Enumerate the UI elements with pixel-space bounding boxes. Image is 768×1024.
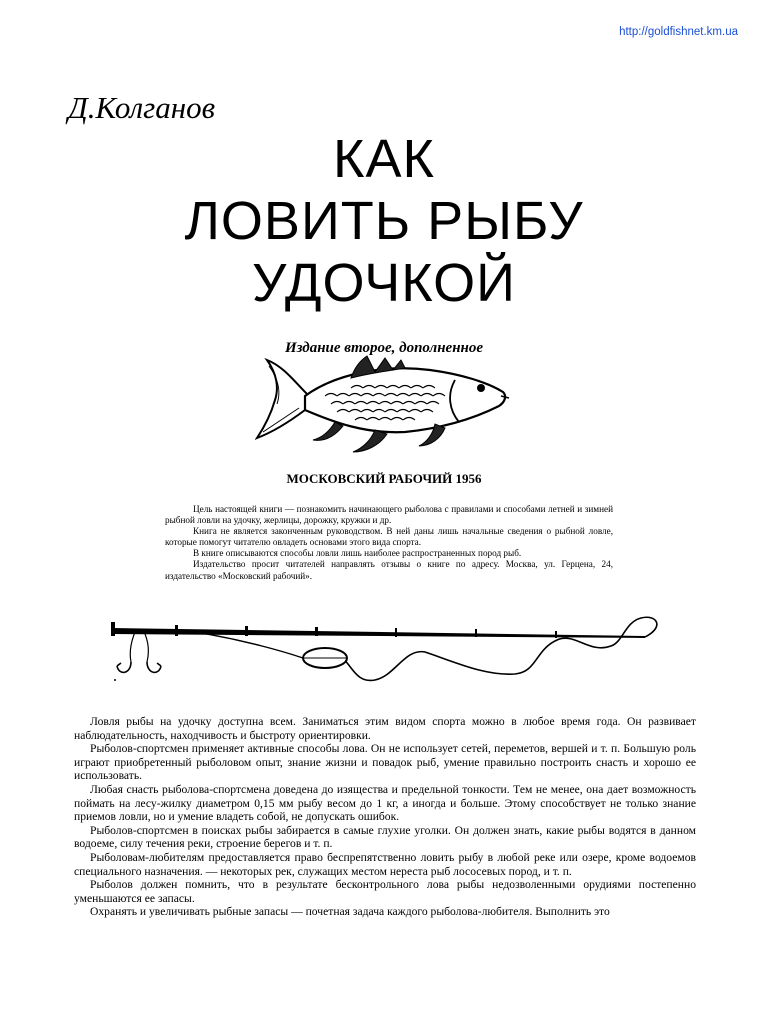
source-url-link[interactable]: http://goldfishnet.km.ua: [619, 26, 738, 38]
body-paragraph: Охранять и увеличивать рыбные запасы — почетная задача каждого рыболова-любителя. Выполнить это: [90, 905, 610, 919]
body-paragraph: Ловля рыбы на удочку доступна всем. Заниматься этим видом спорта можно в любое время года. Он развивает наблюдательность, находчивость и быстроту ориентировки.: [74, 715, 696, 742]
main-text: [74, 715, 696, 919]
annotation-paragraph: Книга не является законченным руководством. В ней даны лишь начальные сведения о рыбной ловле, которые помогут читателю овладеть основами этого вида спорта.: [165, 526, 613, 548]
fish-illustration: [255, 352, 515, 460]
book-title-line-2: ЛОВИТЬ РЫБУ: [184, 191, 584, 251]
hook: [147, 662, 161, 672]
fishing-rod-illustration: [105, 592, 665, 692]
annotation-block: [165, 504, 613, 582]
annotation-paragraph: В книге описываются способы ловли лишь наиболее распространенных пород рыб.: [193, 548, 522, 559]
fishing-line: [341, 617, 657, 680]
hook: [117, 662, 131, 672]
body-paragraph: Рыболов-спортсмен применяет активные способы лова. Он не использует сетей, переметов, вершей и т. п. Большую роль играют приобретенный рыболовом опыт, знание жизни и повадок рыб, умение правильно построить снасть и хорошо ее использовать.: [74, 742, 696, 783]
publisher-imprint: МОСКОВСКИЙ РАБОЧИЙ 1956: [286, 471, 482, 486]
fish-eye: [477, 384, 485, 392]
author-name: Д.Колганов: [68, 90, 216, 125]
fish-tail: [257, 360, 307, 438]
book-title-line-3: УДОЧКОЙ: [252, 253, 516, 313]
body-paragraph: Рыболов должен помнить, что в результате бесконтрольного лова рыбы недозволенными орудиями постепенно уменьшаются ее запасы.: [74, 878, 696, 905]
annotation-paragraph: Издательство просит читателей направлять отзывы о книге по адресу. Москва, ул. Герцена, 24, издательство «Московский рабочий».: [165, 559, 613, 581]
annotation-paragraph: Цель настоящей книги — познакомить начинающего рыболова с правилами и способами летней и зимней рыбной ловли на удочку, жерлицы, дорожку, кружки и др.: [165, 504, 613, 526]
fish-pelvic-fin: [353, 430, 387, 452]
body-paragraph: Рыболов-спортсмен в поисках рыбы забирается в самые глухие уголки. Он должен знать, какие рыбы водятся в данном водоеме, силу течения реки, строение берегов и т. п.: [74, 823, 696, 851]
leader-line: [130, 632, 135, 662]
edition-note: Издание второе, дополненное: [284, 340, 484, 356]
body-paragraph: Любая снасть рыболова-спортсмена доведена до изящества и предельной тонкости. Тем не менее, она дает возможность поймать на лесу-жилку диаметром 0,15 мм рыбу весом до 1 кг, а иногда и больше. Этому способствует не только знание приемов ловли, но и умение владеть собой, не допускать ошибок.: [74, 782, 696, 824]
body-paragraph: Рыболовам-любителям предоставляется право беспрепятственно ловить рыбу в любой реке или озере, кроме водоемов специального назначения. — некоторых рек, служащих местом нереста рыб лососевых пород, и т. п.: [74, 850, 696, 878]
rod-shaft: [111, 628, 645, 638]
book-title: [0, 128, 768, 314]
book-title-line-1: КАК: [333, 129, 435, 189]
